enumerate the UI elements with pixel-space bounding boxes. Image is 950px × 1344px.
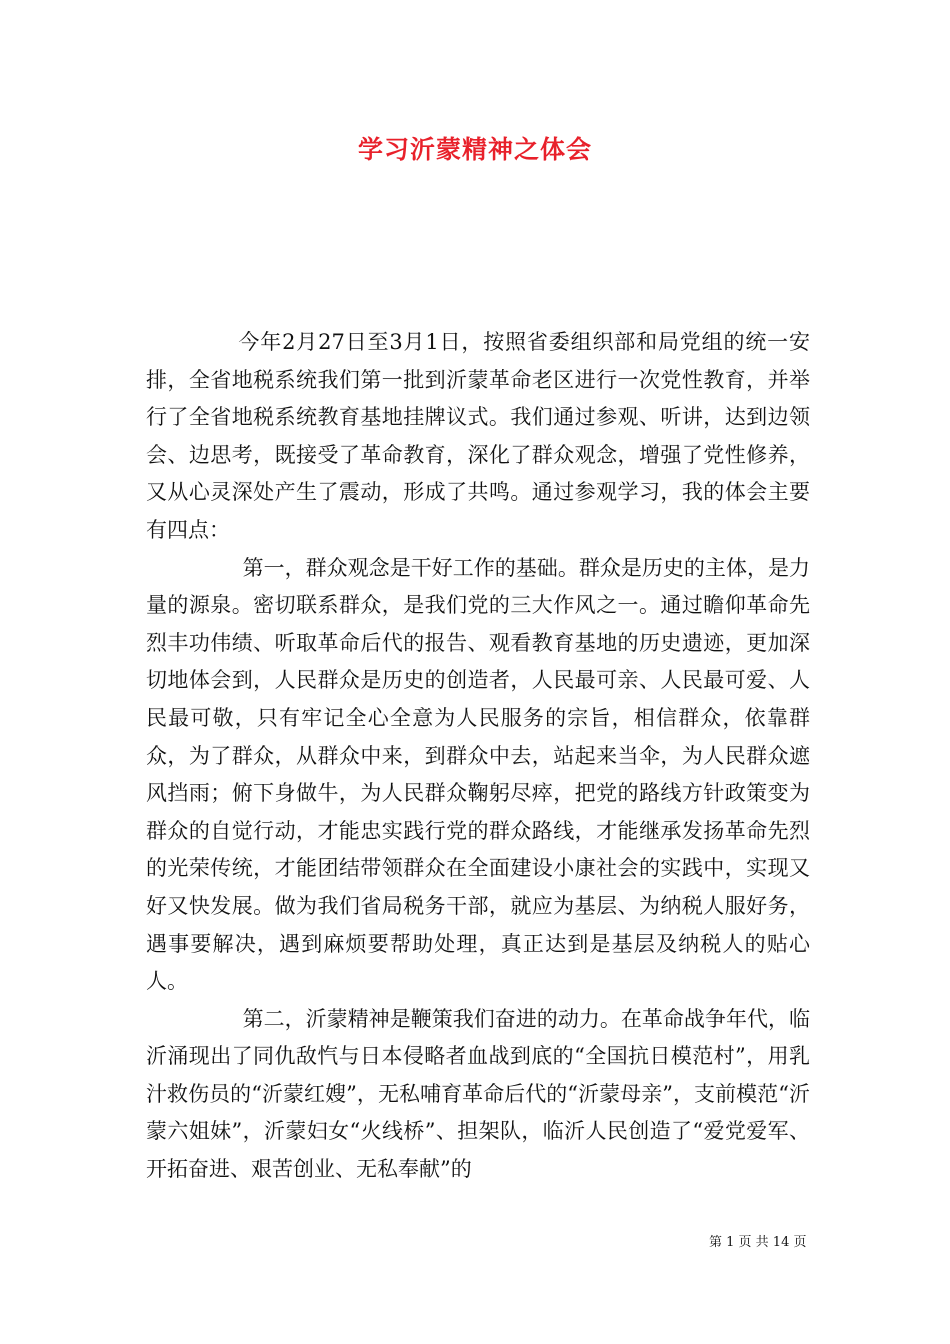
paragraph-intro: 今年2月27日至3月1日，按照省委组织部和局党组的统一安排，全省地税系统我们第一批到沂蒙革命老区进行一次党性教育，并举行了全省地税系统教育基地挂牌议式。我们通过参观、听讲，达到边领会、边思考，既接受了革命教育，深化了群众观念，增强了党性修养，又从心灵深处产生了震动，形成了共鸣。通过参观学习，我的体会主要有四点： [146,330,810,542]
paragraph-point-two: 第二，沂蒙精神是鞭策我们奋进的动力。在革命战争年代，临沂涌现出了同仇敌忾与日本侵略者血战到底的“全国抗日模范村”，用乳汁救伤员的“沂蒙红嫂”，无私哺育革命后代的“沂蒙母亲”，支前模范“沂蒙六姐妹”，沂蒙妇女“火线桥”、担架队，临沂人民创造了“爱党爱军、开拓奋进、艰苦创业、无私奉献”的 [146,1006,810,1182]
document-title: 学习沂蒙精神之体会 [357,135,592,164]
paragraph-point-one: 第一，群众观念是干好工作的基础。群众是历史的主体，是力量的源泉。密切联系群众，是我们党的三大作风之一。通过瞻仰革命先烈丰功伟绩、听取革命后代的报告、观看教育基地的历史遗迹，更加深切地体会到，人民群众是历史的创造者，人民最可亲、人民最可爱、人民最可敬，只有牢记全心全意为人民服务的宗旨，相信群众，依靠群众，为了群众，从群众中来，到群众中去，站起来当伞，为人民群众遮风挡雨；俯下身做牛，为人民群众鞠躬尽瘁，把党的路线方针政策变为群众的自觉行动，才能忠实践行党的群众路线，才能继承发扬革命先烈的光荣传统，才能团结带领群众在全面建设小康社会的实践中，实现又好又快发展。做为我们省局税务干部，就应为基层、为纳税人服好务，遇事要解决，遇到麻烦要帮助处理，真正达到是基层及纳税人的贴心人。 [146,555,810,994]
page-number-footer: 第 1 页 共 14 页 [709,1235,807,1250]
document-body [146,324,810,1189]
